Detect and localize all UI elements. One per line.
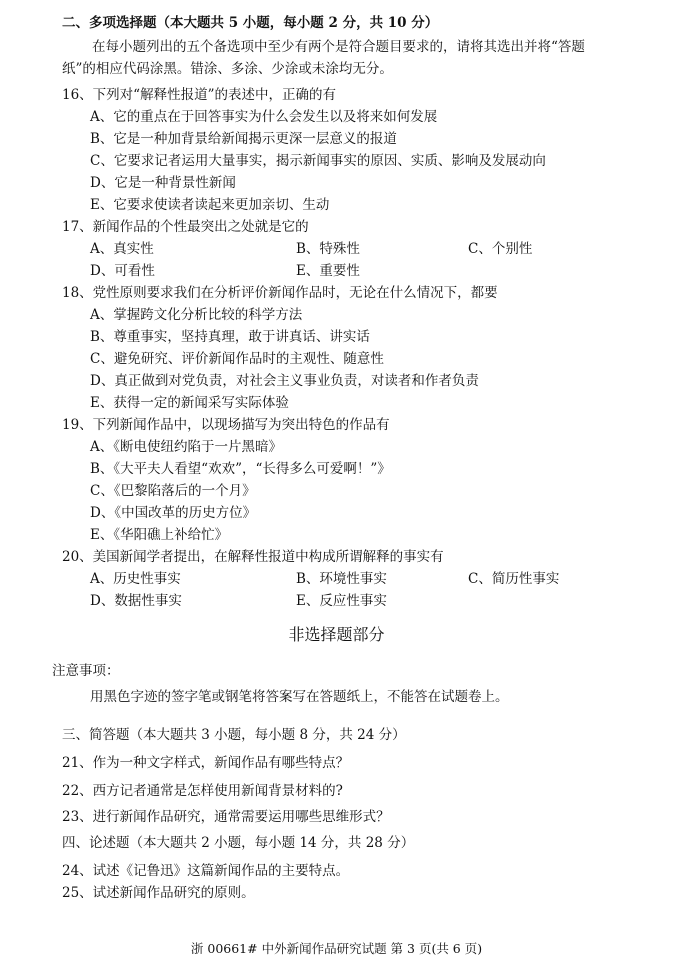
q17-option-e: E、重要性	[296, 263, 360, 279]
q18-option-b: B、尊重事实，坚持真理，敢于讲真话、讲实话	[90, 329, 370, 345]
q17-option-d: D、可看性	[90, 263, 155, 279]
q19-option-b: B、《大平夫人看望“欢欢”，“长得多么可爱啊！”》	[90, 461, 391, 477]
section-2-instructions-line-2: 纸”的相应代码涂黑。错涂、多涂、少涂或未涂均无分。	[62, 61, 393, 77]
q20-option-a: A、历史性事实	[90, 571, 181, 587]
notice-label: 注意事项：	[52, 663, 120, 679]
q18-option-a: A、掌握跨文化分析比较的科学方法	[90, 307, 303, 323]
q16-option-d: D、它是一种背景性新闻	[90, 175, 236, 191]
q16-option-b: B、它是一种加背景给新闻揭示更深一层意义的报道	[90, 131, 397, 147]
q16-stem: 16、下列对“解释性报道”的表述中，正确的有	[62, 87, 336, 103]
q19-option-e: E、《华阳礁上补给忙》	[90, 527, 229, 543]
q19-stem: 19、下列新闻作品中，以现场描写为突出特色的作品有	[62, 417, 390, 433]
q20-option-b: B、环境性事实	[296, 571, 387, 587]
q20-stem: 20、美国新闻学者提出，在解释性报道中构成所谓解释的事实有	[62, 549, 444, 565]
q17-option-c: C、个别性	[468, 241, 533, 257]
q20-option-e: E、反应性事实	[296, 593, 387, 609]
notice-text: 用黑色字迹的签字笔或钢笔将答案写在答题纸上，不能答在试题卷上。	[90, 689, 509, 705]
q17-option-b: B、特殊性	[296, 241, 360, 257]
q16-option-e: E、它要求使读者读起来更加亲切、生动	[90, 197, 330, 213]
section-2-heading: 二、多项选择题（本大题共 5 小题，每小题 2 分，共 10 分）	[62, 15, 439, 31]
q18-option-d: D、真正做到对党负责，对社会主义事业负责，对读者和作者负责	[90, 373, 479, 389]
q22: 22、西方记者通常是怎样使用新闻背景材料的?	[62, 783, 343, 799]
q17-option-a: A、真实性	[90, 241, 154, 257]
part-2-title: 非选择题部分	[288, 625, 385, 644]
q25: 25、试述新闻作品研究的原则。	[62, 885, 255, 901]
q24: 24、试述《记鲁迅》这篇新闻作品的主要特点。	[62, 863, 350, 879]
page-footer: 浙 00661# 中外新闻作品研究试题 第 3 页(共 6 页)	[190, 941, 483, 956]
q20-option-d: D、数据性事实	[90, 593, 182, 609]
section-2-instructions-line-1: 在每小题列出的五个备选项中至少有两个是符合题目要求的，请将其选出并将“答题	[92, 39, 585, 55]
q16-option-c: C、它要求记者运用大量事实，揭示新闻事实的原因、实质、影响及发展动向	[90, 153, 546, 169]
q16-option-a: A、它的重点在于回答事实为什么会发生以及将来如何发展	[90, 109, 438, 125]
q18-option-e: E、获得一定的新闻采写实际体验	[90, 395, 289, 411]
q20-option-c: C、简历性事实	[468, 571, 560, 587]
q17-stem: 17、新闻作品的个性最突出之处就是它的	[62, 219, 309, 235]
q19-option-d: D、《中国改革的历史方位》	[90, 505, 257, 521]
section-4-heading: 四、论述题（本大题共 2 小题，每小题 14 分，共 28 分）	[62, 835, 415, 851]
q19-option-a: A、《断电使纽约陷于一片黑暗》	[90, 439, 282, 455]
q18-option-c: C、避免研究、评价新闻作品时的主观性、随意性	[90, 351, 384, 367]
q21: 21、作为一种文字样式，新闻作品有哪些特点？	[62, 755, 350, 771]
section-3-heading: 三、简答题（本大题共 3 小题，每小题 8 分，共 24 分）	[62, 727, 406, 743]
q18-stem: 18、党性原则要求我们在分析评价新闻作品时，无论在什么情况下，都要	[62, 285, 498, 301]
q23: 23、进行新闻作品研究，通常需要运用哪些思维形式？	[62, 809, 390, 825]
q19-option-c: C、《巴黎陷落后的一个月》	[90, 483, 256, 499]
